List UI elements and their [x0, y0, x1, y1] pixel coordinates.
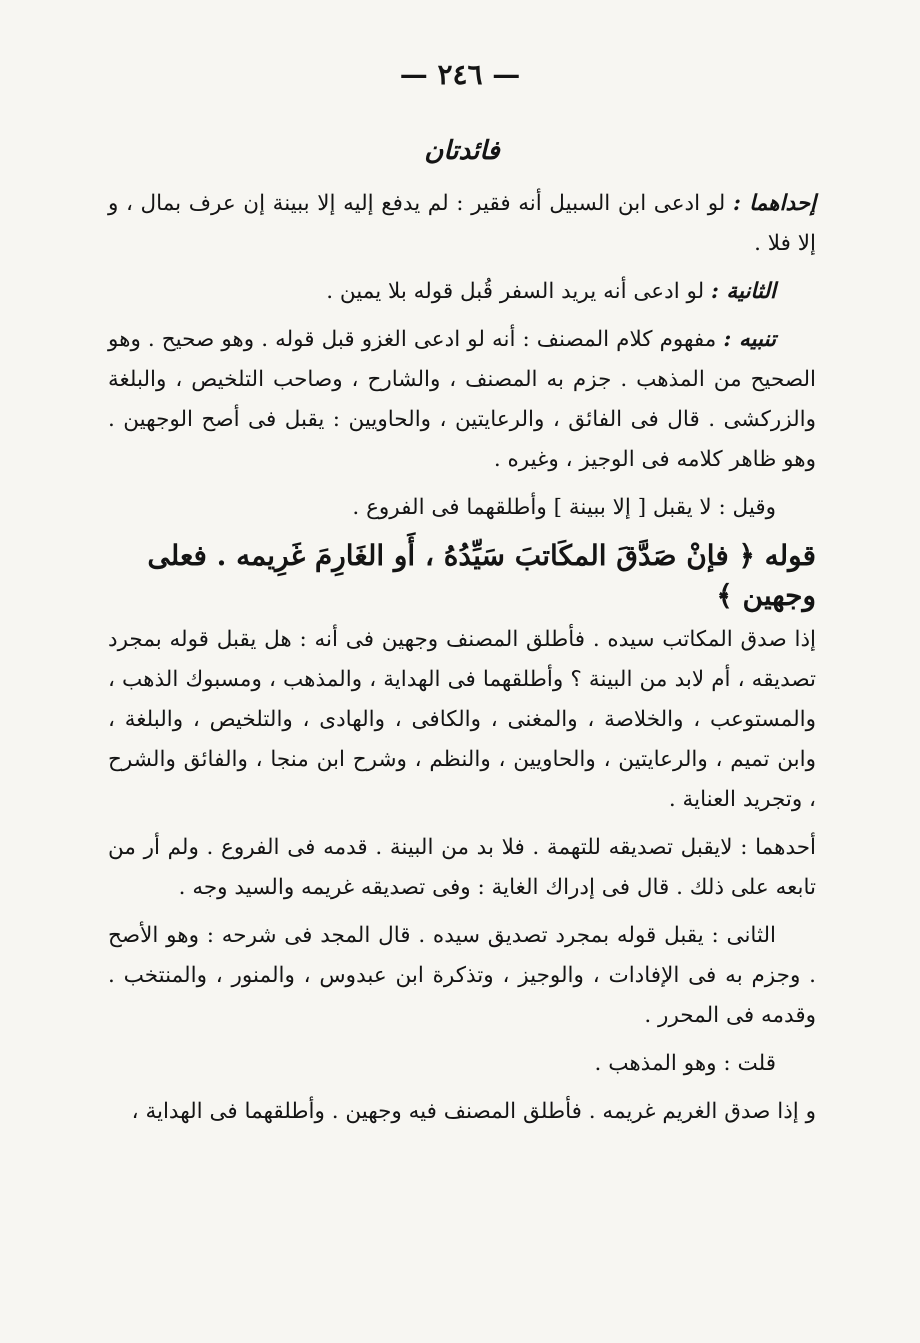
quoted-statement: قوله ﴿ فإنْ صَدَّقَ المكَاتبَ سَيِّدُهُ ، أَو الغَارِمَ غَرِيمه . فعلى وجهين ﴾: [147, 539, 816, 612]
paragraph-text: مفهوم كلام المصنف : أنه لو ادعى الغزو قبل قوله . وهو صحيح . وهو الصحيح من المذهب . جزم به المصنف ، والشارح ، وصاحب التلخيص ، والبلغة والزركشى . قال فى الفائق ، والرعايتين ، والحاويين : يقبل فى أصح الوجهين . وهو ظاهر كلامه فى الوجيز ، وغيره .: [108, 327, 816, 472]
paragraph-lead: تنبيه :: [723, 327, 776, 352]
page-body: [108, 136, 816, 1140]
paragraph-text: لو ادعى ابن السبيل أنه فقير : لم يدفع إليه إلا ببينة إن عرف بمال ، و إلا فلا .: [108, 191, 816, 256]
paragraph-first-point: [108, 184, 816, 264]
paragraph-second-point: [108, 272, 816, 312]
paragraph-first-view: أحدهما : لايقبل تصديقه للتهمة . فلا بد من البينة . قدمه فى الفروع . ولم أر من تابعه على ذلك . قال فى إدراك الغاية : وفى تصديقه غريمه والسيد وجه .: [108, 835, 816, 900]
paragraph-second-view: الثانى : يقبل قوله بمجرد تصديق سيده . قال المجد فى شرحه : وهو الأصح . وجزم به فى الإفادات ، والوجيز ، وتذكرة ابن عبدوس ، والمنور ، والمنتخب . وقدمه فى المحرر .: [108, 923, 816, 1028]
paragraph-final: و إذا صدق الغريم غريمه . فأطلق المصنف فيه وجهين . وأطلقهما فى الهداية ،: [131, 1099, 816, 1124]
page-number: — ٢٤٦ —: [399, 58, 521, 91]
paragraph-text: وقيل : لا يقبل [ إلا ببينة ] وأطلقهما فى الفروع .: [352, 495, 776, 520]
paragraph-lead: الثانية :: [711, 279, 776, 304]
section-heading: فائدتان: [424, 136, 500, 166]
paragraph-alternative-view: [108, 488, 816, 528]
paragraph-author-remark: قلت : وهو المذهب .: [594, 1051, 776, 1076]
paragraph-lead: إحداهما :: [732, 191, 816, 216]
paragraph-text: لو ادعى أنه يريد السفر قُبل قوله بلا يمين .: [326, 279, 712, 304]
paragraph-note: [108, 320, 816, 480]
paragraph-commentary: إذا صدق المكاتب سيده . فأطلق المصنف وجهين فى أنه : هل يقبل قوله بمجرد تصديقه ، أم لابد من البينة ؟ وأطلقهما فى الهداية ، والمذهب ، ومسبوك الذهب ، والمستوعب ، والخلاصة ، والمغنى ، والكافى ، والهادى ، والتلخيص ، والبلغة ، وابن تميم ، والرعايتين ، والحاويين ، والنظم ، وشرح ابن منجا ، والفائق والشرح ، وتجريد العناية .: [108, 627, 816, 812]
